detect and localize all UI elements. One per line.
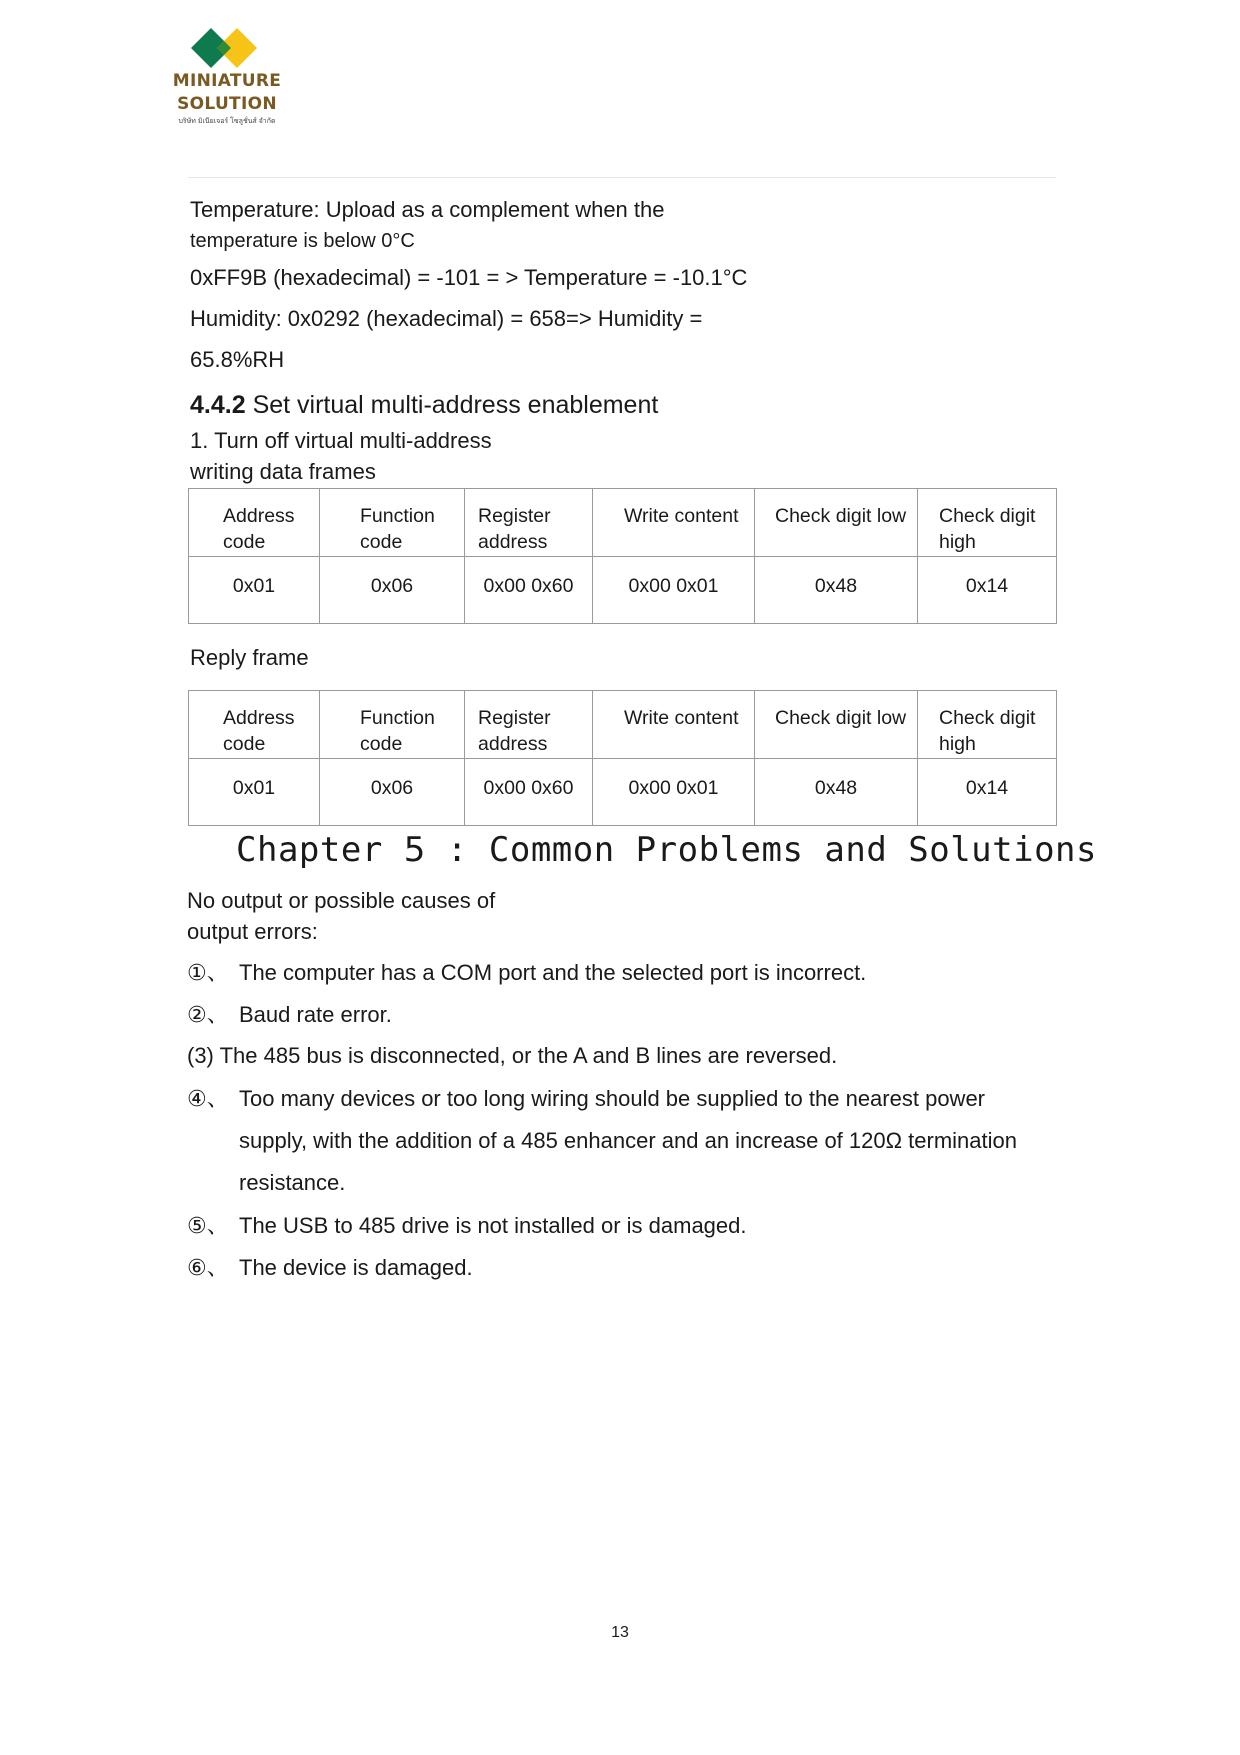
table-cell: 0x01 — [189, 759, 320, 826]
logo-line-1: MINIATURE — [172, 71, 282, 91]
table-cell: 0x00 0x01 — [593, 759, 755, 826]
section-heading — [190, 390, 658, 420]
reply-frame-label: Reply frame — [190, 645, 309, 670]
logo-line-3: บริษัท มิเนียเจอร์ โซลูชั่นส์ จำกัด — [178, 118, 276, 125]
list-item-marker: ⑤、 — [187, 1214, 229, 1239]
diamond-logo-icon — [191, 26, 263, 70]
header-cell: Function code — [320, 489, 465, 557]
intro-line-3: 0xFF9B (hexadecimal) = -101 = > Temperature = -10.1°C — [190, 265, 748, 290]
causes-intro-1: No output or possible causes of — [187, 888, 496, 913]
table-row — [189, 759, 1057, 826]
header-cell: Register address — [465, 489, 593, 557]
page-number: 13 — [611, 1624, 629, 1641]
header-cell: Check digit low — [755, 489, 918, 557]
chapter-word: Chapter — [236, 830, 383, 870]
table-cell: 0x48 — [755, 759, 918, 826]
section-title: Set virtual multi-address enablement — [252, 391, 659, 419]
step-1-line-2: writing data frames — [190, 459, 376, 484]
list-item — [187, 1041, 837, 1071]
list-item — [187, 1253, 473, 1284]
list-item-marker: ④、 — [187, 1087, 229, 1112]
list-item-marker: ⑥、 — [187, 1256, 229, 1281]
table-header-row — [189, 489, 1057, 557]
intro-line-2: temperature is below 0°C — [190, 230, 415, 252]
chapter-number: 5 — [403, 830, 426, 870]
header-cell: Check digit low — [755, 691, 918, 759]
company-logo — [172, 26, 282, 127]
table-cell: 0x01 — [189, 557, 320, 624]
intro-line-5: 65.8%RH — [190, 347, 285, 372]
list-item-text: The USB to 485 drive is not installed or is damaged. — [239, 1213, 747, 1238]
table-row — [189, 557, 1057, 624]
chapter-heading — [236, 828, 1097, 872]
list-item-text: Too many devices or too long wiring should be supplied to the nearest power — [239, 1086, 986, 1111]
table-cell: 0x14 — [918, 557, 1057, 624]
list-item-text: The computer has a COM port and the selected port is incorrect. — [239, 960, 867, 985]
table-cell: 0x06 — [320, 557, 465, 624]
header-cell: Register address — [465, 691, 593, 759]
step-1-line-1: 1. Turn off virtual multi-address — [190, 428, 492, 453]
causes-intro-2: output errors: — [187, 919, 318, 944]
list-item-text: The device is damaged. — [239, 1255, 473, 1280]
header-cell: Write content — [593, 489, 755, 557]
table-cell: 0x06 — [320, 759, 465, 826]
reply-frame-table — [188, 690, 1057, 826]
header-cell: Address code — [189, 691, 320, 759]
header-cell: Function code — [320, 691, 465, 759]
list-item-continuation: supply, with the addition of a 485 enhancer and an increase of 120Ω termination — [239, 1128, 1017, 1153]
chapter-title: Common Problems and Solutions — [488, 830, 1097, 870]
list-item — [187, 1000, 392, 1031]
table-cell: 0x14 — [918, 759, 1057, 826]
table-cell: 0x00 0x01 — [593, 557, 755, 624]
list-item — [187, 1084, 985, 1115]
header-cell: Write content — [593, 691, 755, 759]
chapter-separator: : — [446, 830, 468, 870]
list-item — [187, 958, 866, 989]
list-item-text: Baud rate error. — [239, 1002, 392, 1027]
list-item-marker: ①、 — [187, 961, 229, 986]
list-item-marker: ②、 — [187, 1003, 229, 1028]
header-cell: Check digit high — [918, 691, 1057, 759]
list-item-continuation: resistance. — [239, 1170, 346, 1195]
table-cell: 0x00 0x60 — [465, 557, 593, 624]
intro-line-1: Temperature: Upload as a complement when the — [190, 197, 665, 222]
list-item-text: (3) The 485 bus is disconnected, or the A and B lines are reversed. — [187, 1043, 838, 1068]
intro-line-4: Humidity: 0x0292 (hexadecimal) = 658=> Humidity = — [190, 306, 703, 331]
header-cell: Check digit high — [918, 489, 1057, 557]
table-cell: 0x00 0x60 — [465, 759, 593, 826]
logo-line-2: SOLUTION — [177, 94, 277, 114]
section-number: 4.4.2 — [190, 391, 246, 419]
table-cell: 0x48 — [755, 557, 918, 624]
write-frame-table — [188, 488, 1057, 624]
header-cell: Address code — [189, 489, 320, 557]
header-divider — [188, 177, 1056, 178]
table-header-row — [189, 691, 1057, 759]
list-item — [187, 1211, 747, 1242]
